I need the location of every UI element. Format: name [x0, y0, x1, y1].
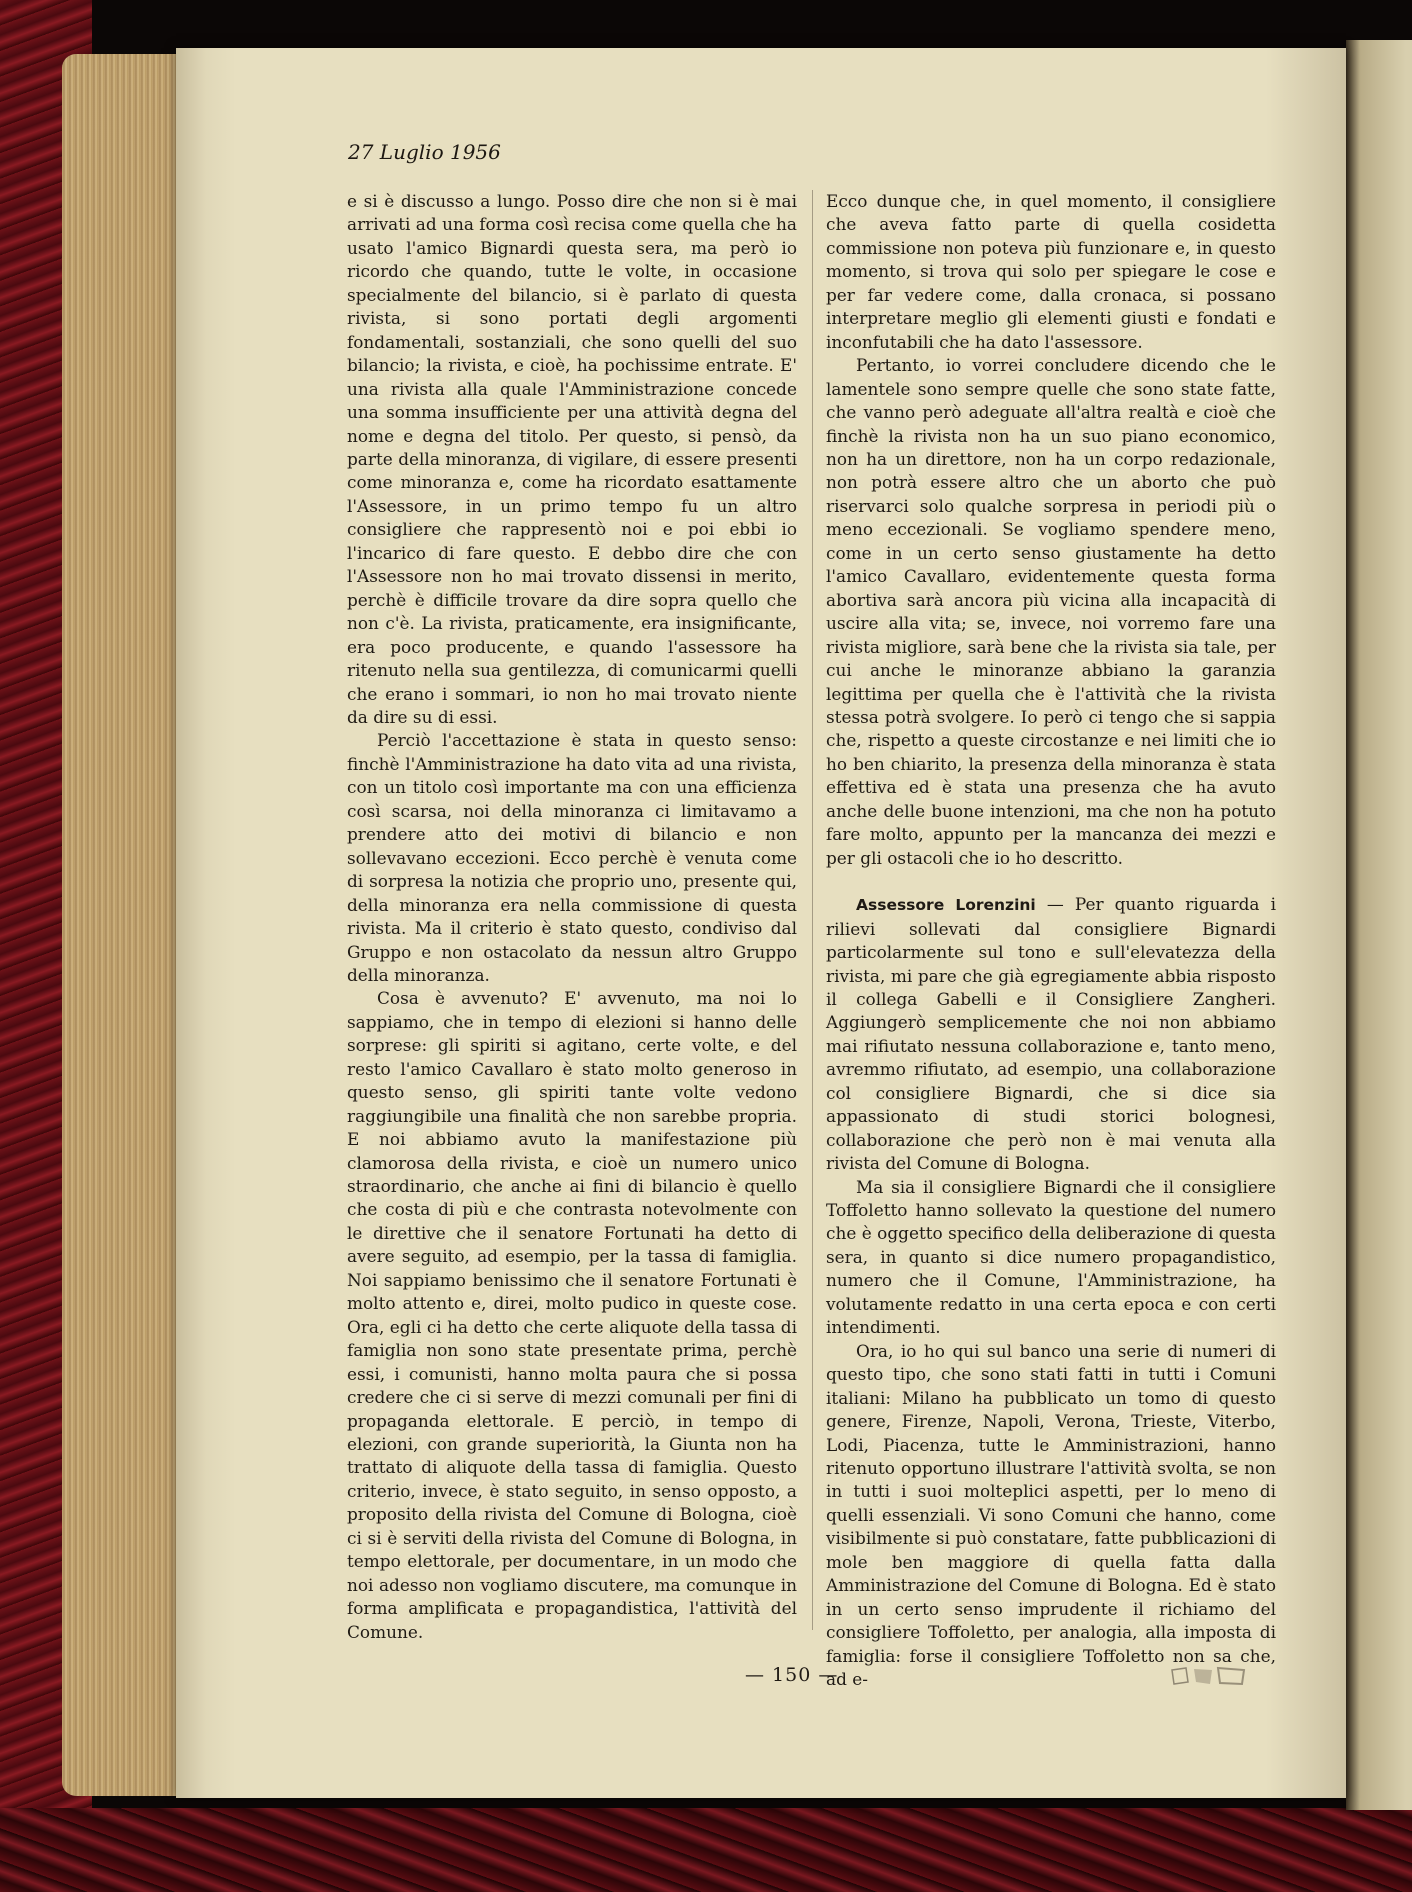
- library-stamp-mark: [1168, 1664, 1248, 1688]
- speaker-name: Assessore Lorenzini: [856, 896, 1036, 915]
- page-header-date: 27 Luglio 1956: [348, 140, 501, 164]
- right-column: [826, 190, 1276, 1692]
- paragraph: Pertanto, io vorrei concludere dicendo che le lamentele sono sempre quelle che sono state fatte, che vanno però adeguate all'altra realtà e cioè che finchè la rivista non ha un suo piano economico, non ha un direttore, non ha un corpo redazionale, non potrà essere altro che un aborto che può riservarci solo qualche sorpresa in periodi più o meno eccezionali. Se vogliamo spendere meno, come in un certo senso giustamente ha detto l'amico Cavallaro, evidentemente questa forma abortiva sarà ancora più vicina alla incapacità di uscire alla vita; se, invece, noi vorremo fare una rivista migliore, sarà bene che la rivista sia tale, per cui anche le minoranze abbiano la garanzia legittima per quella che è l'attività che la rivista stessa potrà svolgere. Io però ci tengo che si sappia che, rispetto a queste circostanze e nei limiti che io ho ben chiarito, la presenza della minoranza è stata effettiva ed è stata una presenza che ha avuto anche delle buone intenzioni, ma che non ha potuto fare molto, appunto per la mancanza dei mezzi e per gli ostacoli che io ho descritto.: [826, 355, 1276, 868]
- paragraph: Perciò l'accettazione è stata in questo senso: finchè l'Amministrazione ha dato vita ad una rivista, con un titolo così importante ma con una efficienza così scarsa, noi della minoranza ci limitavamo a prendere atto dei motivi di bilancio e non sollevavano eccezioni. Ecco perchè è venuta come di sorpresa la notizia che proprio uno, presente qui, della minoranza era nella commissione di questa rivista. Ma il criterio è stato questo, condiviso dal Gruppo e non ostacolato da nessun altro Gruppo della minoranza.: [347, 730, 797, 985]
- page-number: — 150 —: [745, 1664, 839, 1686]
- paragraph: Ecco dunque che, in quel momento, il consigliere che aveva fatto parte di quella cosidetta commissione non poteva più funzionare e, in questo momento, si trova qui solo per spiegare le cose e per far vedere come, dalla cronaca, si possano interpretare meglio gli elementi giusti e fondati e inconfutabili che ha dato l'assessore.: [826, 191, 1276, 352]
- speaker-text: — Per quanto riguarda i rilievi sollevati dal consigliere Bignardi particolarmente sul tono e sull'elevatezza della rivista, mi pare che già egregiamente abbia risposto il collega Gabelli e il Consigliere Zangheri. Aggiungerò semplicemente che noi non abbiamo mai rifiutato nessuna collaborazione e, tanto meno, avremmo rifiutato, ad esempio, una collaborazione col consigliere Bignardi, che si dice sia appassionato di studi storici bolognesi, collaborazione che però non è mai venuta alla rivista del Comune di Bologna.: [826, 894, 1276, 1174]
- paragraph: Ma sia il consigliere Bignardi che il consigliere Toffoletto hanno sollevato la questione del numero che è oggetto specifico della deliberazione di questa sera, in quanto si dice numero propagandistico, numero che il Comune, l'Amministrazione, ha volutamente redatto in una certa epoca e con certi intendimenti.: [826, 1176, 1276, 1338]
- paragraph: Ora, io ho qui sul banco una serie di numeri di questo tipo, che sono stati fatti in tutti i Comuni italiani: Milano ha pubblicato un tomo di questo genere, Firenze, Napoli, Verona, Trieste, Viterbo, Lodi, Piacenza, tutte le Amministrazioni, hanno ritenuto opportuno illustrare l'attività svolta, se non in tutti i suoi molteplici aspetti, per lo meno di quelli essenziali. Vi sono Comuni che hanno, come visibilmente si può constatare, fatte pubblicazioni di mole ben maggiore di quella fatta dalla Amministrazione del Comune di Bologna. Ed è stato in un certo senso imprudente il richiamo del consigliere Toffoletto, per analogia, alla imposta di famiglia: forse il consigliere Toffoletto non sa che, ad e-: [826, 1340, 1276, 1690]
- paragraph: Cosa è avvenuto? E' avvenuto, ma noi lo sappiamo, che in tempo di elezioni si hanno delle sorprese: gli spiriti si agitano, certe volte, e del resto l'amico Cavallaro è stato molto generoso in questo senso, gli spiriti tante volte vedono raggiungibile una finalità che non sarebbe propria. E noi abbiamo avuto la manifestazione più clamorosa della rivista, e cioè un numero unico straordinario, che anche ai fini di bilancio è quello che costa di più e che contrasta notevolmente con le direttive che il senatore Fortunati ha detto di avere seguito, ad esempio, per la tassa di famiglia. Noi sappiamo benissimo che il senatore Fortunati è molto attento e, direi, molto pudico in queste cose. Ora, egli ci ha detto che certe aliquote della tassa di famiglia non sono state presentate prima, perchè essi, i comunisti, hanno molta paura che si possa credere che ci si serve di mezzi comunali per fini di propaganda elettorale. E perciò, in tempo di elezioni, con grande superiorità, la Giunta non ha trattato di aliquote della tassa di famiglia. Questo criterio, invece, è stato seguito, in senso opposto, a proposito della rivista del Comune di Bologna, cioè ci si è serviti della rivista del Comune di Bologna, in tempo elettorale, per documentare, in un modo che noi adesso non vogliamo discutere, ma comunque in forma amplificata e propagandistica, l'attività del Comune.: [347, 988, 797, 1642]
- speaker-paragraph: [826, 893, 1276, 1175]
- page-edges: [62, 54, 180, 1796]
- facing-page-edge: [1346, 40, 1412, 1810]
- paragraph: e si è discusso a lungo. Posso dire che non si è mai arrivati ad una forma così recisa come quella che ha usato l'amico Bignardi questa sera, ma però io ricordo che quando, tutte le volte, in occasione specialmente del bilancio, si è parlato di questa rivista, si sono portati degli argomenti fondamentali, sostanziali, che sono quelli del suo bilancio; la rivista, e cioè, ha pochissime entrate. E' una rivista alla quale l'Amministrazione concede una somma insufficiente per una attività degna del nome e degna del titolo. Per questo, si pensò, da parte della minoranza, di vigilare, di essere presenti come minoranza e, come ha ricordato esattamente l'Assessore, in un primo tempo fu un altro consigliere che rappresentò noi e poi ebbi io l'incarico di fare questo. E debbo dire che con l'Assessore non ho mai trovato dissensi in merito, perchè è difficile trovare da dire sopra quello che non c'è. La rivista, praticamente, era insignificante, era poco producente, e quando l'assessore ha ritenuto nella sua gentilezza, di comunicarmi quelli che erano i sommari, io non ho mai trovato niente da dire su di essi.: [347, 191, 797, 727]
- column-divider: [812, 190, 813, 1630]
- binding-bottom: [0, 1808, 1412, 1892]
- left-column: [347, 190, 797, 1644]
